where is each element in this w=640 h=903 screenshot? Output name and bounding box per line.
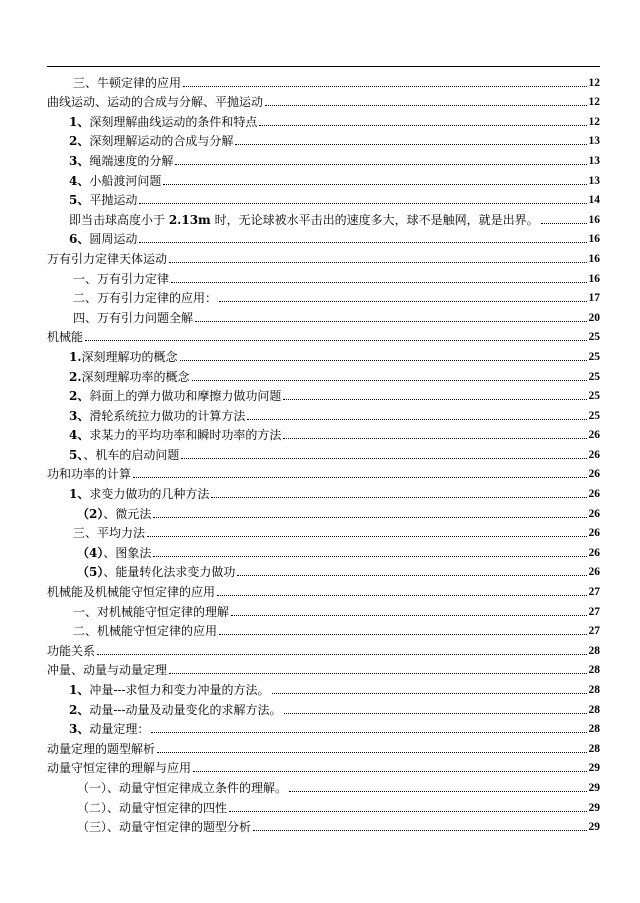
dot-leader <box>219 634 586 635</box>
toc-entry-title: 功能关系 <box>47 643 96 658</box>
dot-leader <box>153 517 586 518</box>
toc-entry-title: 动量守恒定律的理解与应用 <box>47 761 192 776</box>
header-rule <box>47 66 600 67</box>
toc-entry-page-number: 26 <box>588 448 600 461</box>
toc-entry-title: 曲线运动、运动的合成与分解、平抛运动 <box>47 95 264 110</box>
toc-entry-title: 二、万有引力定律的应用： <box>73 291 218 306</box>
toc-entry[interactable] <box>47 286 600 306</box>
dot-leader <box>180 360 587 361</box>
toc-entry-title: 功和功率的计算 <box>47 467 132 482</box>
toc-entry-page-number: 28 <box>588 644 600 657</box>
toc-entry-title: 机械能及机械能守恒定律的应用 <box>47 585 216 600</box>
toc-entry-page-number: 29 <box>588 781 600 794</box>
dot-leader <box>247 419 586 420</box>
toc-entry[interactable] <box>47 560 600 580</box>
toc-entry[interactable] <box>47 90 600 110</box>
dot-leader <box>85 340 586 341</box>
dot-leader <box>183 86 586 87</box>
toc-entry-title: 万有引力定律天体运动 <box>47 251 168 266</box>
toc-entry[interactable] <box>47 795 600 815</box>
dot-leader <box>219 301 586 302</box>
toc-entry-page-number: 16 <box>588 272 600 285</box>
toc-entry[interactable] <box>47 579 600 599</box>
toc-entry-title: 三、平均力法 <box>73 526 146 541</box>
toc-entry-title: 2、动量---动量及动量变化的求解方法。 <box>69 702 282 717</box>
toc-entry[interactable] <box>47 384 600 404</box>
dot-leader <box>289 791 586 792</box>
toc-entry[interactable] <box>47 403 600 423</box>
toc-entry[interactable] <box>47 521 600 541</box>
dot-leader <box>147 536 586 537</box>
toc-entry-title: 4、小船渡河问题 <box>69 173 162 188</box>
toc-entry-page-number: 25 <box>588 390 600 403</box>
toc-entry-page-number: 27 <box>588 625 600 638</box>
toc-entry-page-number: 27 <box>588 586 600 599</box>
toc-entry[interactable] <box>47 462 600 482</box>
toc-entry-page-number: 26 <box>588 429 600 442</box>
toc-entry-title: 一、万有引力定律 <box>73 271 170 286</box>
dot-leader <box>133 477 586 478</box>
toc-entry[interactable] <box>47 697 600 717</box>
toc-entry-title: 2.深刻理解功率的概念 <box>69 369 190 384</box>
toc-entry[interactable] <box>47 266 600 286</box>
toc-entry[interactable] <box>47 70 600 90</box>
dot-leader <box>253 830 586 831</box>
toc-entry-title: 1、求变力做功的几种方法 <box>69 487 210 502</box>
toc-entry[interactable] <box>47 736 600 756</box>
toc-entry-title: 1、深刻理解曲线运动的条件和特点 <box>69 114 258 129</box>
toc-entry[interactable] <box>47 168 600 188</box>
toc-entry-page-number: 13 <box>588 154 600 167</box>
toc-entry[interactable] <box>47 677 600 697</box>
toc-entry[interactable] <box>47 325 600 345</box>
toc-entry-page-number: 13 <box>588 135 600 148</box>
toc-entry-title: 3、绳端速度的分解 <box>69 153 174 168</box>
toc-entry[interactable] <box>47 188 600 208</box>
toc-entry-title: 三、牛顿定律的应用 <box>73 75 182 90</box>
toc-entry[interactable] <box>47 717 600 737</box>
dot-leader <box>283 399 586 400</box>
dot-leader <box>139 203 586 204</box>
toc-entry[interactable] <box>47 658 600 678</box>
toc-entry-title: 1、冲量---求恒力和变力冲量的方法。 <box>69 683 270 697</box>
table-of-contents <box>47 70 600 834</box>
dot-leader <box>157 752 586 753</box>
toc-entry-title: 即当击球高度小于 2.13m 时，无论球被水平击出的速度多大，球不是触网，就是出界。 <box>69 212 539 227</box>
toc-entry-page-number: 27 <box>588 605 600 618</box>
toc-entry[interactable] <box>47 148 600 168</box>
toc-entry[interactable] <box>47 227 600 247</box>
toc-entry-title: 一、对机械能守恒定律的理解 <box>73 604 230 619</box>
dot-leader <box>541 223 587 224</box>
toc-entry[interactable] <box>47 246 600 266</box>
toc-entry[interactable] <box>47 599 600 619</box>
toc-entry[interactable] <box>47 364 600 384</box>
toc-entry[interactable] <box>47 815 600 835</box>
toc-entry-page-number: 12 <box>588 76 600 89</box>
toc-entry-page-number: 26 <box>588 488 600 501</box>
toc-entry-page-number: 26 <box>588 546 600 559</box>
toc-entry-title: 6、圆周运动 <box>69 232 138 247</box>
toc-entry-title: （二）、动量守恒定律的四性 <box>77 800 228 815</box>
toc-entry-page-number: 26 <box>588 468 600 481</box>
dot-leader <box>193 771 586 772</box>
toc-entry-title: 四、万有引力问题全解 <box>73 310 194 325</box>
toc-entry-page-number: 20 <box>588 311 600 324</box>
toc-entry-page-number: 25 <box>588 350 600 363</box>
toc-entry-title: 二、机械能守恒定律的应用 <box>73 624 218 639</box>
toc-entry[interactable] <box>47 540 600 560</box>
toc-entry[interactable] <box>47 129 600 149</box>
toc-entry-page-number: 13 <box>588 174 600 187</box>
toc-entry-page-number: 16 <box>588 213 600 226</box>
toc-entry-page-number: 12 <box>588 115 600 128</box>
toc-entry-page-number: 28 <box>588 684 600 696</box>
toc-entry[interactable] <box>47 344 600 364</box>
toc-entry-page-number: 26 <box>588 507 600 520</box>
dot-leader <box>259 125 586 126</box>
dot-leader <box>153 556 586 557</box>
toc-entry[interactable] <box>47 501 600 521</box>
toc-entry[interactable] <box>47 481 600 501</box>
dot-leader <box>237 575 586 576</box>
toc-entry-title: （一）、动量守恒定律成立条件的理解。 <box>77 780 288 795</box>
toc-entry-page-number: 12 <box>588 96 600 109</box>
toc-entry-title: 动量定理的题型解析 <box>47 741 156 756</box>
toc-entry[interactable] <box>47 775 600 795</box>
dot-leader <box>139 242 586 243</box>
toc-entry-page-number: 25 <box>588 370 600 383</box>
dot-leader <box>229 811 586 812</box>
toc-entry[interactable] <box>47 423 600 443</box>
toc-entry-page-number: 29 <box>588 821 600 834</box>
dot-leader <box>169 262 586 263</box>
toc-entry-page-number: 17 <box>588 292 600 305</box>
toc-entry-title: 2、深刻理解运动的合成与分解 <box>69 134 234 149</box>
dot-leader <box>151 732 586 733</box>
toc-entry-title: 3、滑轮系统拉力做功的计算方法 <box>69 408 246 423</box>
toc-entry-page-number: 16 <box>588 233 600 246</box>
toc-entry-page-number: 28 <box>588 703 600 716</box>
toc-entry-title: 机械能 <box>47 330 84 345</box>
dot-leader <box>181 458 586 459</box>
dot-leader <box>284 713 587 714</box>
toc-entry[interactable] <box>47 442 600 462</box>
toc-entry-title: 5、、机车的启动问题 <box>69 447 180 462</box>
toc-entry[interactable] <box>47 207 600 227</box>
toc-entry-page-number: 28 <box>588 723 600 736</box>
toc-entry-title: （三）、动量守恒定律的题型分析 <box>77 820 252 835</box>
dot-leader <box>192 380 587 381</box>
dot-leader <box>283 438 586 439</box>
toc-entry-page-number: 28 <box>588 664 600 677</box>
toc-entry-page-number: 29 <box>588 801 600 814</box>
toc-entry-page-number: 16 <box>588 252 600 265</box>
dot-leader <box>195 321 586 322</box>
toc-entry-title: 1.深刻理解功的概念 <box>69 349 178 364</box>
toc-entry-page-number: 29 <box>588 762 600 775</box>
toc-entry-title: 3、动量定理： <box>69 722 150 737</box>
dot-leader <box>235 144 586 145</box>
dot-leader <box>163 184 586 185</box>
toc-entry[interactable] <box>47 619 600 639</box>
toc-entry[interactable] <box>47 305 600 325</box>
toc-entry-title: 5、平抛运动 <box>69 193 138 208</box>
toc-entry[interactable] <box>47 638 600 658</box>
toc-entry[interactable] <box>47 109 600 129</box>
toc-entry-page-number: 14 <box>588 194 600 207</box>
dot-leader <box>97 654 586 655</box>
dot-leader <box>171 282 586 283</box>
toc-entry-title: （5）、能量转化法求变力做功 <box>77 565 236 580</box>
dot-leader <box>211 497 586 498</box>
toc-entry-page-number: 26 <box>588 527 600 540</box>
toc-entry[interactable] <box>47 756 600 776</box>
toc-entry-page-number: 26 <box>588 566 600 579</box>
toc-entry-page-number: 28 <box>588 742 600 755</box>
dot-leader <box>231 615 586 616</box>
toc-entry-page-number: 25 <box>588 409 600 422</box>
dot-leader <box>217 595 586 596</box>
dot-leader <box>265 105 586 106</box>
dot-leader <box>272 693 587 694</box>
dot-leader <box>169 673 586 674</box>
toc-entry-title: 4、求某力的平均功率和瞬时功率的方法 <box>69 428 282 443</box>
toc-entry-title: 冲量、动量与动量定理 <box>47 663 168 678</box>
toc-entry-title: （4）、图象法 <box>77 545 152 560</box>
toc-entry-title: 2、斜面上的弹力做功和摩擦力做功问题 <box>69 389 282 404</box>
dot-leader <box>175 164 586 165</box>
toc-entry-title: （2）、微元法 <box>77 506 152 521</box>
toc-entry-page-number: 25 <box>588 331 600 344</box>
